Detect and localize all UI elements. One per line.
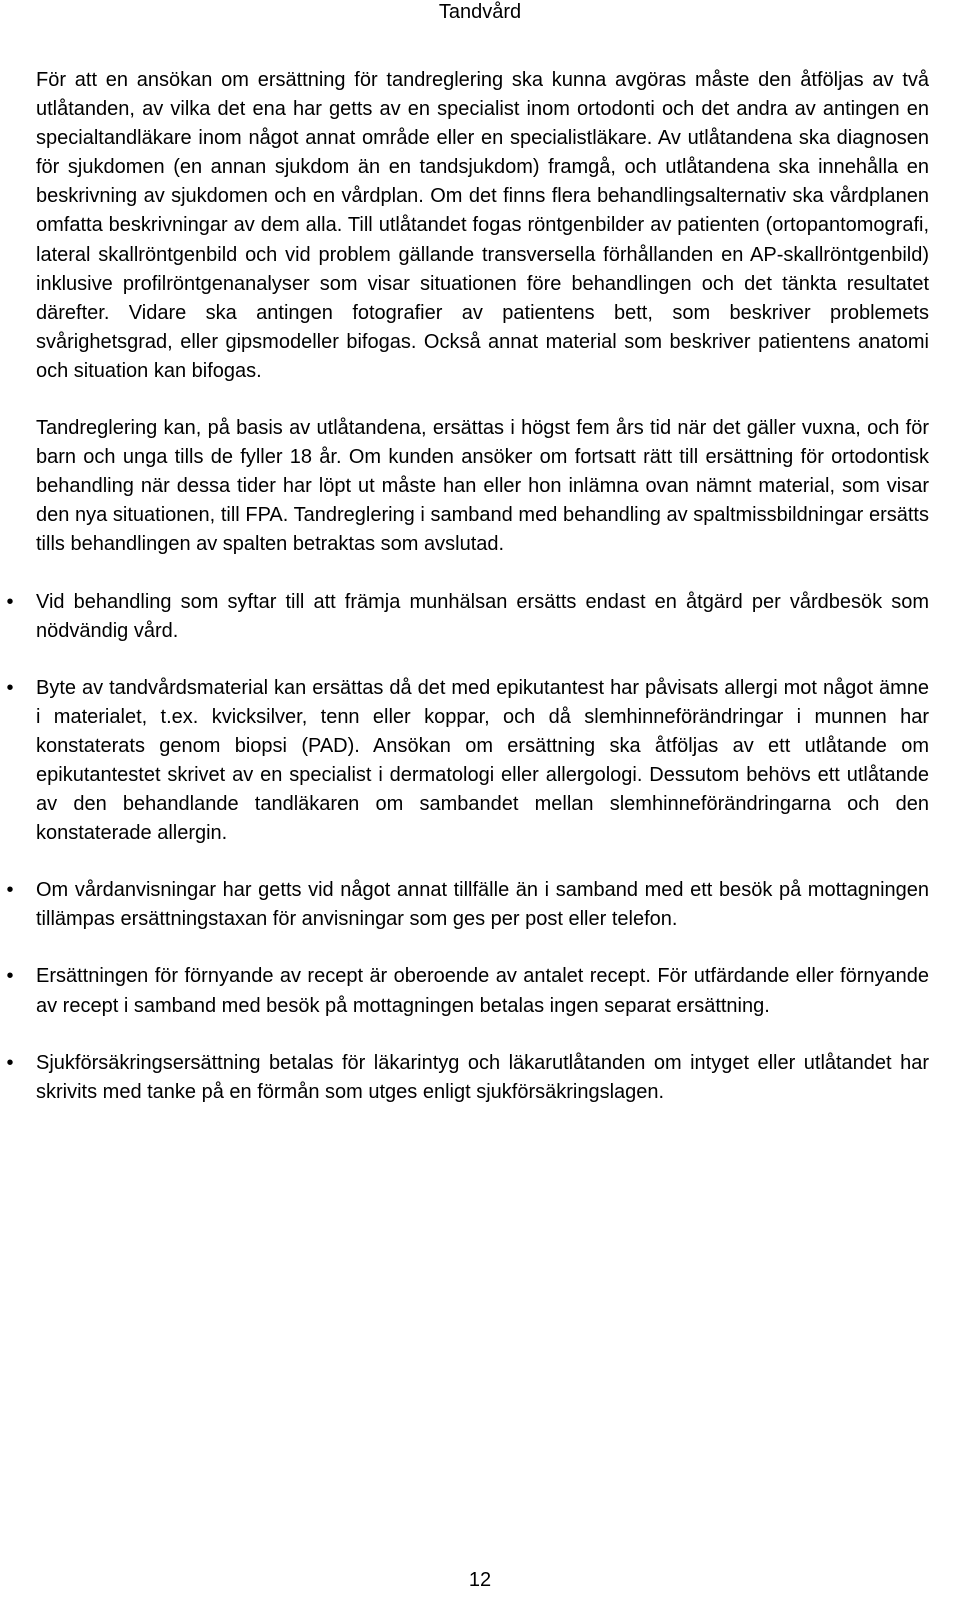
bullet-icon: • — [6, 879, 14, 902]
list-item — [6, 588, 929, 646]
list-item — [6, 1049, 929, 1107]
list-item-text: Byte av tandvårdsmaterial kan ersättas då det med epikutantest har påvisats allergi mot något ämne i materialet, t.ex. kvicksilver, tenn eller koppar, och då slemhinneförändringar i munnen har konstaterats genom biopsi (PAD). Ansökan om ersättning ska åtföljas av ett utlåtande om epikutantestet skrivet av en specialist i dermatologi eller allergologi. Dessutom behövs ett utlåtande av den behandlande tandläkaren om sambandet mellan slemhinneförändringarna och den konstaterade allergin. — [36, 676, 929, 845]
list-item-text: Om vårdanvisningar har getts vid något annat tillfälle än i samband med ett besök på mottagningen tillämpas ersättningstaxan för anvisningar som ges per post eller telefon. — [36, 879, 929, 931]
header-title: Tandvård — [438, 1, 522, 23]
page-number: 12 — [468, 1569, 492, 1591]
running-header — [0, 0, 960, 24]
bullet-icon: • — [6, 965, 14, 988]
page-content — [6, 66, 929, 1107]
list-item — [6, 876, 929, 934]
list-item — [6, 962, 929, 1020]
bullet-icon: • — [6, 590, 14, 613]
bullet-list — [6, 588, 929, 1107]
paragraph-orthodontics-duration: Tandreglering kan, på basis av utlåtandena, ersättas i högst fem års tid när det gäller vuxna, och för barn och unga tills de fyller 18 år. Om kunden ansöker om fortsatt rätt till ersättning för ortodontisk behandling när dessa tider har löpt ut måste han eller hon inlämna ovan nämnt material, som visar den nya situationen, till FPA. Tandreglering i samband med behandling av spaltmissbildningar ersätts tills behandlingen av spalten betraktas som avslutad. — [36, 417, 929, 556]
list-item-text: Vid behandling som syftar till att främja munhälsan ersätts endast en åtgärd per vårdbesök som nödvändig vård. — [36, 590, 929, 642]
list-item — [6, 674, 929, 849]
page-footer — [0, 1568, 960, 1592]
list-item-text: Ersättningen för förnyande av recept är oberoende av antalet recept. För utfärdande eller förnyande av recept i samband med besök på mottagningen betalas ingen separat ersättning. — [36, 965, 929, 1017]
bullet-icon: • — [6, 1051, 14, 1074]
list-item-text: Sjukförsäkringsersättning betalas för läkarintyg och läkarutlåtanden om intyget eller utlåtandet har skrivits med tanke på en förmån som utges enligt sjukförsäkringslagen. — [36, 1051, 929, 1103]
paragraph-orthodontics-application: För att en ansökan om ersättning för tandreglering ska kunna avgöras måste den åtföljas av två utlåtanden, av vilka det ena har getts av en specialist inom ortodonti och det andra av antingen en specialtandläkare inom något annat område eller en specialistläkare. Av utlåtandena ska diagnosen för sjukdomen (en annan sjukdom än en tandsjukdom) framgå, och utlåtandena ska innehålla en beskrivning av sjukdomen och en vårdplan. Om det finns flera behandlingsalternativ ska vårdplanen omfatta beskrivningar av dem alla. Till utlåtandet fogas röntgenbilder av patienten (ortopantomografi, lateral skallröntgenbild och vid problem gällande transversella förhållanden en AP-skallröntgenbild) inklusive profilröntgenanalyser som visar situationen före behandlingen och det tänkta resultatet därefter. Vidare ska antingen fotografier av patientens bett, som beskriver problemets svårighetsgrad, eller gipsmodeller bifogas. Också annat material som beskriver patientens anatomi och situation kan bifogas. — [36, 69, 929, 382]
bullet-icon: • — [6, 676, 14, 699]
